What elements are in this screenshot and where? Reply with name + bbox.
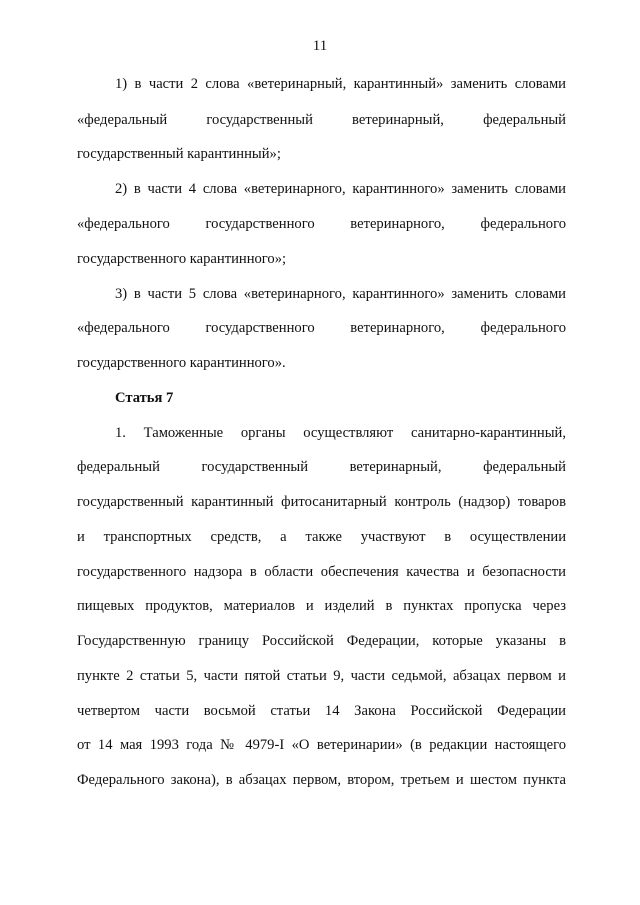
paragraph-2-line-1: 2) в части 4 слова «ветеринарного, карантинного» заменить словами <box>115 181 566 197</box>
page-number: 11 <box>312 38 328 54</box>
article-line-7: Государственную границу Российской Федерации, которые указаны в <box>77 633 566 649</box>
paragraph-2-line-3: государственного карантинного»; <box>77 251 287 267</box>
article-line-2: федеральный государственный ветеринарный, федеральный <box>77 459 566 475</box>
paragraph-1-line-2: «федеральный государственный ветеринарный, федеральный <box>77 112 566 128</box>
article-line-4: и транспортных средств, а также участвуют в осуществлении <box>77 529 566 545</box>
article-line-10: от 14 мая 1993 года № 4979-I «О ветеринарии» (в редакции настоящего <box>77 737 566 753</box>
article-heading: Статья 7 <box>115 390 174 406</box>
article-line-1: 1. Таможенные органы осуществляют санитарно-карантинный, <box>115 425 566 441</box>
article-line-3: государственный карантинный фитосанитарный контроль (надзор) товаров <box>77 494 566 510</box>
article-line-6: пищевых продуктов, материалов и изделий в пунктах пропуска через <box>77 598 566 614</box>
paragraph-3-line-1: 3) в части 5 слова «ветеринарного, карантинного» заменить словами <box>115 286 566 302</box>
article-line-5: государственного надзора в области обеспечения качества и безопасности <box>77 564 566 580</box>
paragraph-3-line-3: государственного карантинного». <box>77 355 286 371</box>
paragraph-2-line-2: «федерального государственного ветеринарного, федерального <box>77 216 566 232</box>
article-line-11: Федерального закона), в абзацах первом, втором, третьем и шестом пункта <box>77 772 566 788</box>
paragraph-1-line-1: 1) в части 2 слова «ветеринарный, карантинный» заменить словами <box>115 76 566 92</box>
paragraph-1-line-3: государственный карантинный»; <box>77 146 281 162</box>
article-line-8: пункте 2 статьи 5, части пятой статьи 9, части седьмой, абзацах первом и <box>77 668 566 684</box>
paragraph-3-line-2: «федерального государственного ветеринарного, федерального <box>77 320 566 336</box>
article-line-9: четвертом части восьмой статьи 14 Закона Российской Федерации <box>77 703 566 719</box>
